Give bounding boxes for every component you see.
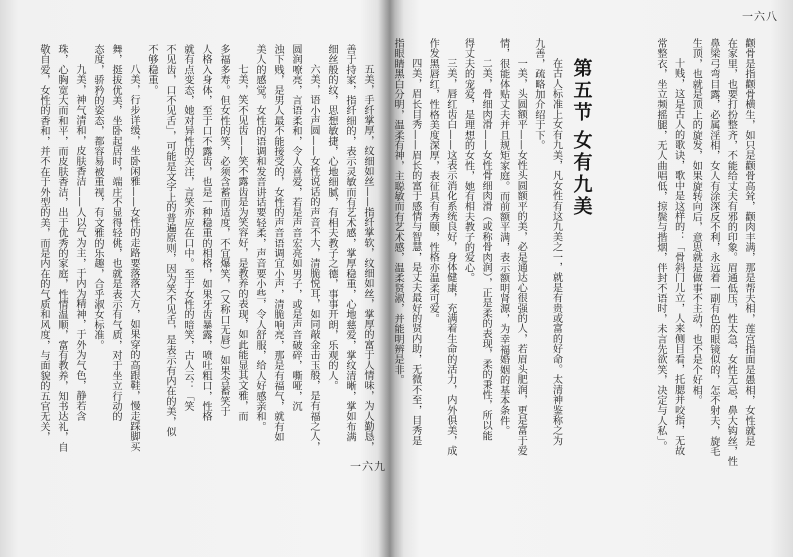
text-column: 指眼睛黑白分明，温柔有神，主聪敏而有艺术感，温柔贤淑，并能明辨是非。 <box>392 38 404 385</box>
page-number-right: 一六八 <box>742 10 778 23</box>
text-column: 善于持家，指纤细的，表示灵敏而有艺术感，掌厚稳重，心地慈爱，掌纹清晰，掌如布满 <box>344 44 355 442</box>
text-column: 一美，头圆额平——女性头圆额平的美，必是通达心很强的人，若眉头肥润，更是富于爱 <box>515 58 527 457</box>
right-page-text <box>377 38 757 474</box>
text-column: 不见齿，口不见舌」，可能是文字上的普遍原则，因为笑不见舌，是表示有内在的美，似 <box>164 44 175 437</box>
text-column: 珠，心胸宽大而和平，而皮肤香洁，出于优秀的家庭，性情温顺，富有教养，知书达礼，自 <box>56 44 67 452</box>
text-column: 态度，骄矜的姿态，都容易被重视，有文雅的乐趣，合乎淑女标准。 <box>92 44 103 350</box>
text-column: 九善，疏略加介绍于下。 <box>532 38 544 151</box>
text-column: 情，很能体贴丈夫并且规矩家庭。而前额平满，表示额明肾源，为幸福婚姻的基本条件。 <box>497 38 509 436</box>
text-column: 得丈夫的宠爱，是理想的女性，她有相夫教子的爱心。 <box>462 38 474 283</box>
text-column: 不够稳重。 <box>146 44 157 95</box>
text-column: 鼻梁弓弯目露，必属淫相，女人有涂深反不利，永远着一副有色的眼镜似的，怎不射夫，旋毛 <box>707 38 719 457</box>
text-column: 美人的感觉。女性的语调和发音讲话要轻柔，声音要小些，令人舒服，给人好感亲和。 <box>254 44 265 432</box>
text-column: 三美，唇红齿白——这表示消化系统良好，身体健康，充满着生命的活力，内外俱美，成 <box>444 58 456 457</box>
text-column: 就有点变态，她对异性的关注，言笑亦应在口中。至于女性的暗笑，古人云：「笑 <box>182 44 193 412</box>
text-column: 五美，手纤掌厚，纹细如丝——指纤掌软，纹细如丝，掌厚的富于人情味，为人勤恳， <box>362 64 373 452</box>
text-column: 在古人标准上女有九美，凡女性有这九美之一，就是有贵或富的好命。太清神鉴称之为 <box>550 58 562 446</box>
text-column: 七美，笑不见齿——笑不露齿是为笑容好，是教养的表现，如此能显其文雅，而 <box>236 64 247 422</box>
text-column: 圆润嘹亮，言语柔和，令人喜爱，若是声音宏亮如男子，或是声音破碎，嘶哑，沉 <box>290 44 301 412</box>
text-column: 十贱，这是古人的歌诀，歌中是这样的：「骨斜门儿立，人来侧目看，托腮并咬指，无故 <box>672 58 684 457</box>
section-number: 第五节 <box>570 58 593 124</box>
text-column: 九美，神气清和，皮肤香洁——人以气为主，于内为精神，于外为气色，静若含 <box>74 64 85 422</box>
page-number-left: 一六九 <box>350 460 386 473</box>
text-column: 六美，语小声圆——女性说话的声音不大，清脆悦耳，如同敲金击玉般，是有福之人， <box>308 64 319 452</box>
section-title: 女有九美 <box>570 130 593 218</box>
text-column: 敬自爱，女性的香和，并不在于外型的美，而是内在的气质和风度，与面貌的五官无关， <box>38 44 49 442</box>
text-column: 八美，行步详缓，坐卧闲雅——女性的走路要落落大方，如果穿的高跟鞋，慢走踩脚买 <box>128 64 139 452</box>
text-column: 在家里，也要打扮整齐，不能给丈夫有邪的印象。眉通低压，性太急，女性无忌，鼻大钩丝，性 <box>725 38 737 467</box>
text-column: 细丝般的纹，思想敏捷，心地细腻，有相夫教子之德，事事开朗，乐观的人。 <box>326 44 337 391</box>
text-column: 舞，挺拔优美，坐卧起居时，端庄不显得轻佻，也就是表示有气质，对于坐立行动的 <box>110 44 121 422</box>
section-heading <box>567 38 595 474</box>
text-column: 生顶，也就是顶上的旋发，如果旋转向后，意思就是做事不主动，也不是个好相。 <box>690 38 702 406</box>
text-column: 浊下贱，是男人最不能接受的，女性的声音语调宜小声，清脆响亮，那是有福气，就有如 <box>272 44 283 442</box>
text-column: 二美，骨细肉滑——女性骨细肉滑（或称骨肉润），正是柔的表现，柔的秉性，所以能 <box>480 58 492 441</box>
text-column: 多福多寿。但女性的笑，必须含蓄而适度，不宜爆笑，（又称口无唇）如果含蓄笑于 <box>218 44 229 417</box>
left-page-text <box>30 44 376 464</box>
text-column: 四美，眉长目秀——眉长的富于感情与智慧，是丈夫最好的贤内助，无微不至，目秀是 <box>409 58 421 446</box>
text-column: 颧骨是指颧骨横生，如只是颧骨高耸，颧肉丰满，那是帮夫相，莲宫指面是愚相，女性就是 <box>743 38 754 446</box>
text-column: 人格入身体，至于口不露齿，也是一种稳重的相格，如果牙齿暴露，喷吐粗口，性格 <box>200 44 211 422</box>
text-column: 作发黑唇红，性格美度深厚，表征具有秀颐，性格亦温柔可爱。 <box>427 38 439 324</box>
text-column: 常整衣，坐立频摇腿，无人曲唱低，掠鬓与揩烟，伴封不语时，未言先欲笑，决定与人私」。 <box>655 38 667 452</box>
